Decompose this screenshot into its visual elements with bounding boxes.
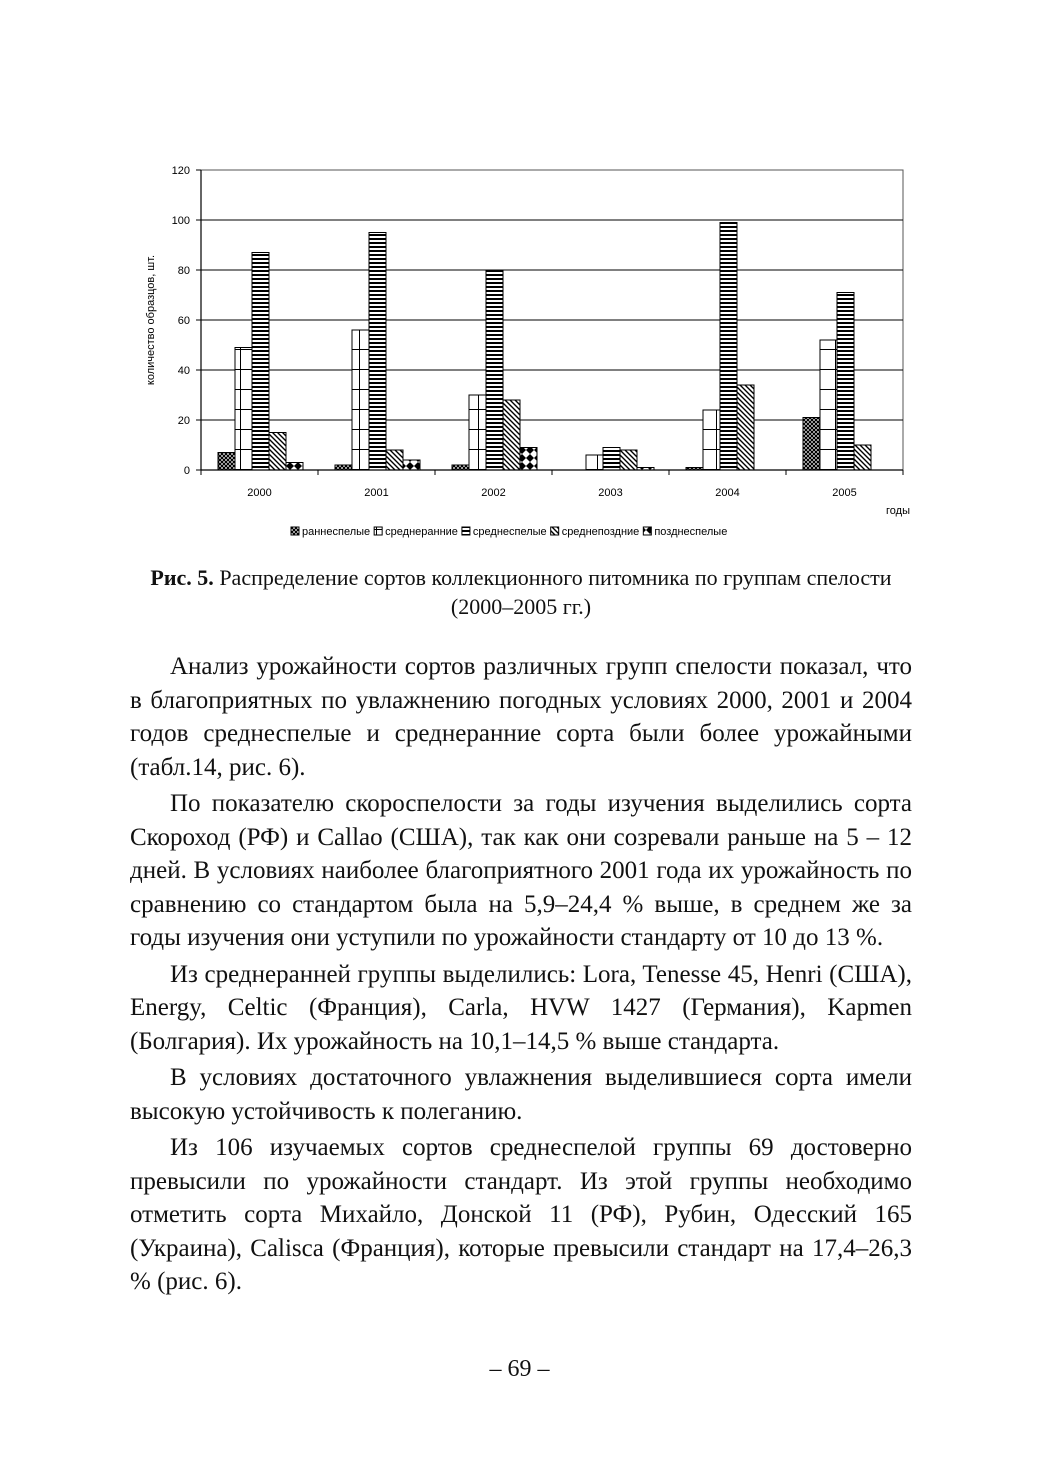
bar-среднепоздние-2003	[620, 450, 637, 470]
bar-среднепоздние-2001	[386, 450, 403, 470]
paragraph-5: Из 106 изучаемых сортов среднеспелой группы 69 достоверно превысили по урожайности стандарт. Из этой группы необходимо отметить сорта Михайло, Донской 11 (РФ), Рубин, Одесский 165 (Украина), Calisca (Франция), которые превысили стандарт на 17,4–26,3 % (рис. 6).	[130, 1134, 912, 1295]
y-tick-label: 60	[177, 315, 190, 327]
legend-swatch-4	[551, 527, 559, 535]
bar-среднеранние-2000	[235, 348, 252, 471]
bar-среднепоздние-2004	[737, 385, 754, 470]
legend	[291, 526, 727, 538]
y-tick-label: 20	[177, 415, 190, 427]
x-tick-label: 2000	[247, 487, 272, 499]
legend-swatch-2	[374, 527, 382, 535]
x-axis-label: годы	[886, 505, 910, 517]
bar-раннеспелые-2002	[452, 465, 469, 470]
x-tick-label: 2005	[832, 487, 857, 499]
x-tick-label: 2002	[481, 487, 506, 499]
paragraph-4: В условиях достаточного увлажнения выделившиеся сорта имели высокую устойчивость к полеганию.	[130, 1064, 912, 1125]
maturity-bar-chart	[130, 150, 920, 550]
figure-caption-text: Распределение сортов коллекционного питомника по группам спелости (2000–2005 гг.)	[219, 565, 892, 619]
bar-среднеспелые-2002	[486, 270, 503, 470]
legend-label-4: среднепоздние	[561, 526, 640, 538]
bar-среднепоздние-2005	[854, 445, 871, 470]
legend-label-3: среднеспелые	[472, 526, 547, 538]
page-number: – 69 –	[489, 1356, 550, 1382]
y-axis-label: количество образцов, шт.	[145, 254, 157, 386]
bar-раннеспелые-2005	[803, 418, 820, 471]
x-tick-label: 2001	[364, 487, 389, 499]
bar-среднеспелые-2001	[369, 233, 386, 471]
x-tick-label: 2004	[715, 487, 740, 499]
bars	[218, 223, 871, 471]
paragraph-2: По показателю скороспелости за годы изучения выделились сорта Скороход (РФ) и Callao (США), так как они созревали раньше на 5 – 12 дней. В условиях наиболее благоприятного 2001 года их урожайность по сравнению со стандартом была на 5,9–24,4 % выше, в среднем же за годы изучения они уступили по урожайности стандарту от 10 до 13 %.	[130, 790, 912, 951]
legend-label-5: позднеспелые	[654, 526, 728, 538]
y-tick-label: 40	[177, 365, 190, 377]
bar-среднеранние-2002	[469, 395, 486, 470]
y-tick-label: 80	[177, 265, 190, 277]
paragraph-1: Анализ урожайности сортов различных групп спелости показал, что в благоприятных по увлажнению погодных условиях 2000, 2001 и 2004 годов среднеспелые и среднеранние сорта были более урожайными (табл.14, рис. 6).	[130, 653, 912, 781]
bar-среднеспелые-2003	[603, 448, 620, 471]
bar-среднеранние-2003	[586, 455, 603, 470]
bar-среднеспелые-2005	[837, 293, 854, 471]
bar-раннеспелые-2000	[218, 453, 235, 471]
bar-среднеспелые-2004	[720, 223, 737, 471]
y-tick-label: 0	[183, 465, 190, 477]
paragraph-3: Из среднеранней группы выделились: Lora, Tenesse 45, Henri (США), Energy, Celtic (Франция), Carla, HVW 1427 (Германия), Kapmen (Болгария). Их урожайность на 10,1–14,5 % выше стандарта.	[130, 960, 912, 1055]
grid-lines	[201, 170, 903, 470]
bar-среднеспелые-2000	[252, 253, 269, 471]
legend-swatch-1	[291, 527, 299, 535]
legend-label-1: раннеспелые	[302, 526, 371, 538]
bar-среднепоздние-2002	[503, 400, 520, 470]
bar-среднеранние-2001	[352, 330, 369, 470]
x-tick-label: 2003	[598, 487, 623, 499]
bar-среднепоздние-2000	[269, 433, 286, 471]
bar-позднеспелые-2002	[520, 448, 537, 471]
y-tick-label: 100	[171, 215, 190, 227]
bar-позднеспелые-2001	[403, 460, 420, 470]
legend-label-2: среднеранние	[385, 526, 458, 538]
figure-label: Рис. 5.	[150, 565, 214, 590]
legend-swatch-5	[643, 527, 651, 535]
bar-позднеспелые-2000	[286, 463, 303, 471]
figure-caption	[130, 563, 912, 621]
legend-swatch-3	[462, 527, 470, 535]
bar-раннеспелые-2001	[335, 465, 352, 470]
bar-среднеранние-2005	[820, 340, 837, 470]
y-tick-label: 120	[171, 165, 190, 177]
body-text	[130, 650, 912, 1302]
bar-среднеранние-2004	[703, 410, 720, 470]
